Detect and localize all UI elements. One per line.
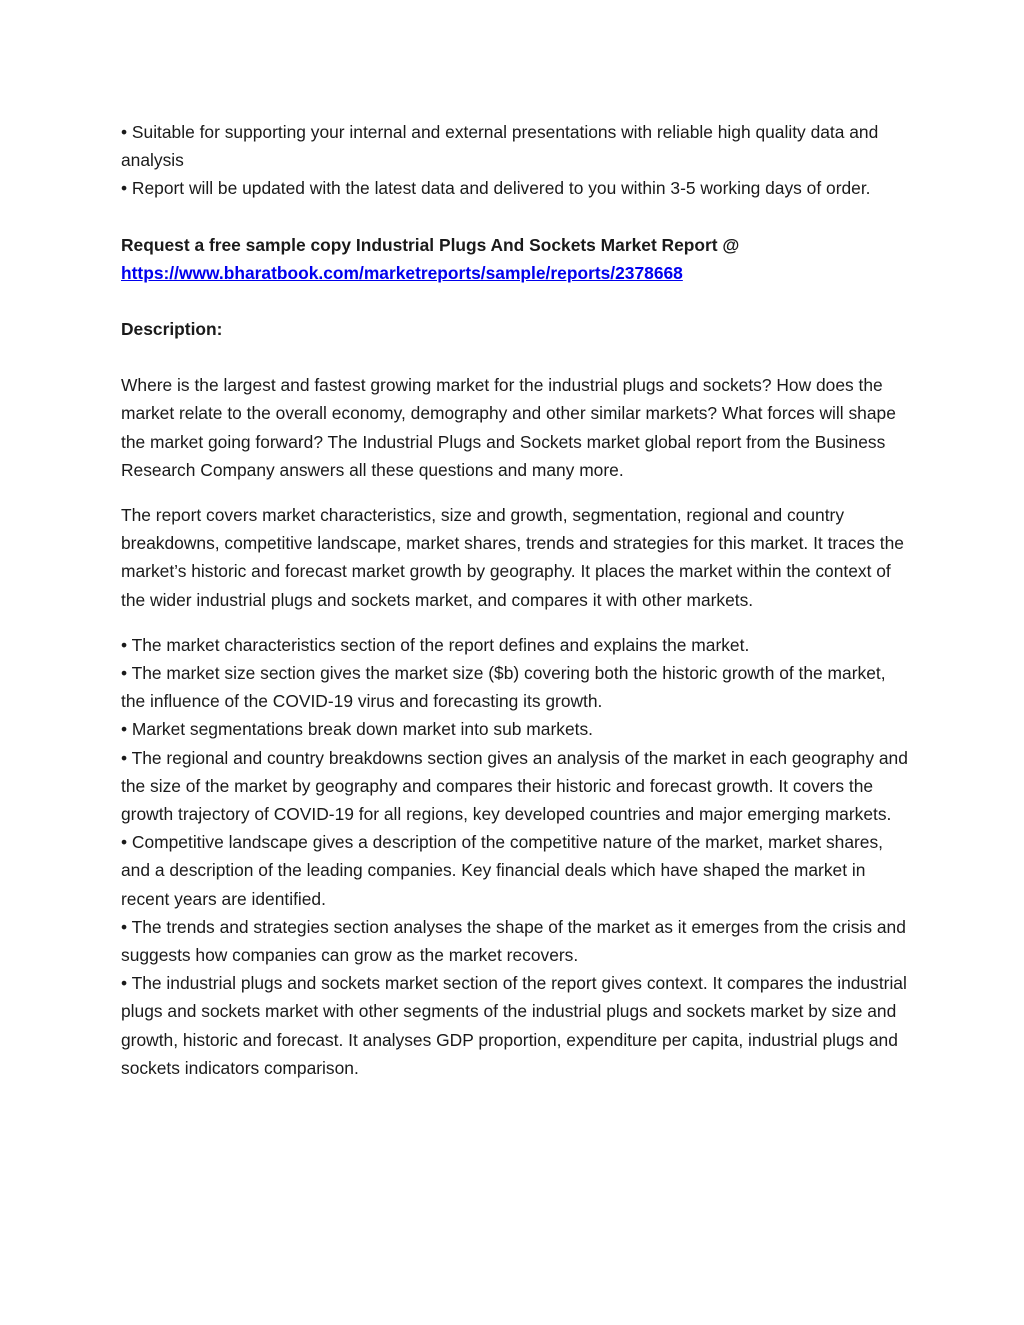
detail-bullet-item: • Competitive landscape gives a description of the competitive nature of the market, market shares, and a description of the leading companies. Key financial deals which have shaped the market in recent years are identified. <box>121 832 883 909</box>
intro-bullet-list <box>121 118 911 203</box>
detail-bullet-item: • Market segmentations break down market into sub markets. <box>121 719 593 740</box>
detail-bullet-item: • The regional and country breakdowns section gives an analysis of the market in each geography and the size of the market by geography and compares their historic and forecast growth. It covers the growth trajectory of COVID-19 for all regions, key developed countries and major emerging markets. <box>121 747 908 825</box>
detail-bullet-list <box>121 631 911 1082</box>
intro-bullet-item: • Suitable for supporting your internal and external presentations with reliable high quality data and analysis <box>121 122 879 171</box>
detail-bullet-item: • The market characteristics section of the report defines and explains the market. <box>121 634 750 655</box>
description-paragraph: The report covers market characteristics, size and growth, segmentation, regional and country breakdowns, competitive landscape, market shares, trends and strategies for this market. It traces the market’s historic and forecast market growth by geography. It places the market within the context of the wider industrial plugs and sockets market, and compares it with other markets. <box>121 505 904 610</box>
intro-bullet-item: • Report will be updated with the latest data and delivered to you within 3-5 working days of order. <box>121 178 871 199</box>
document-page <box>121 118 911 1082</box>
sample-request-label: Request a free sample copy Industrial Plugs And Sockets Market Report @ <box>121 234 740 255</box>
sample-request-link[interactable]: https://www.bharatbook.com/marketreports/sample/reports/2378668 <box>121 262 683 283</box>
detail-bullet-item: • The industrial plugs and sockets market section of the report gives context. It compares the industrial plugs and sockets market with other segments of the industrial plugs and sockets market by size and growth, historic and forecast. It analyses GDP proportion, expenditure per capita, industrial plugs and sockets indicators comparison. <box>121 973 907 1078</box>
sample-request-block <box>121 231 911 287</box>
description-heading: Description: <box>121 319 223 340</box>
description-paragraph: Where is the largest and fastest growing market for the industrial plugs and sockets? How does the market relate to the overall economy, demography and other similar markets? What forces will shape the market going forward? The Industrial Plugs and Sockets market global report from the Business Research Company answers all these questions and many more. <box>121 375 896 480</box>
detail-bullet-item: • The trends and strategies section analyses the shape of the market as it emerges from the crisis and suggests how companies can grow as the market recovers. <box>121 916 906 966</box>
detail-bullet-item: • The market size section gives the market size ($b) covering both the historic growth of the market, the influence of the COVID-19 virus and forecasting its growth. <box>121 663 886 712</box>
